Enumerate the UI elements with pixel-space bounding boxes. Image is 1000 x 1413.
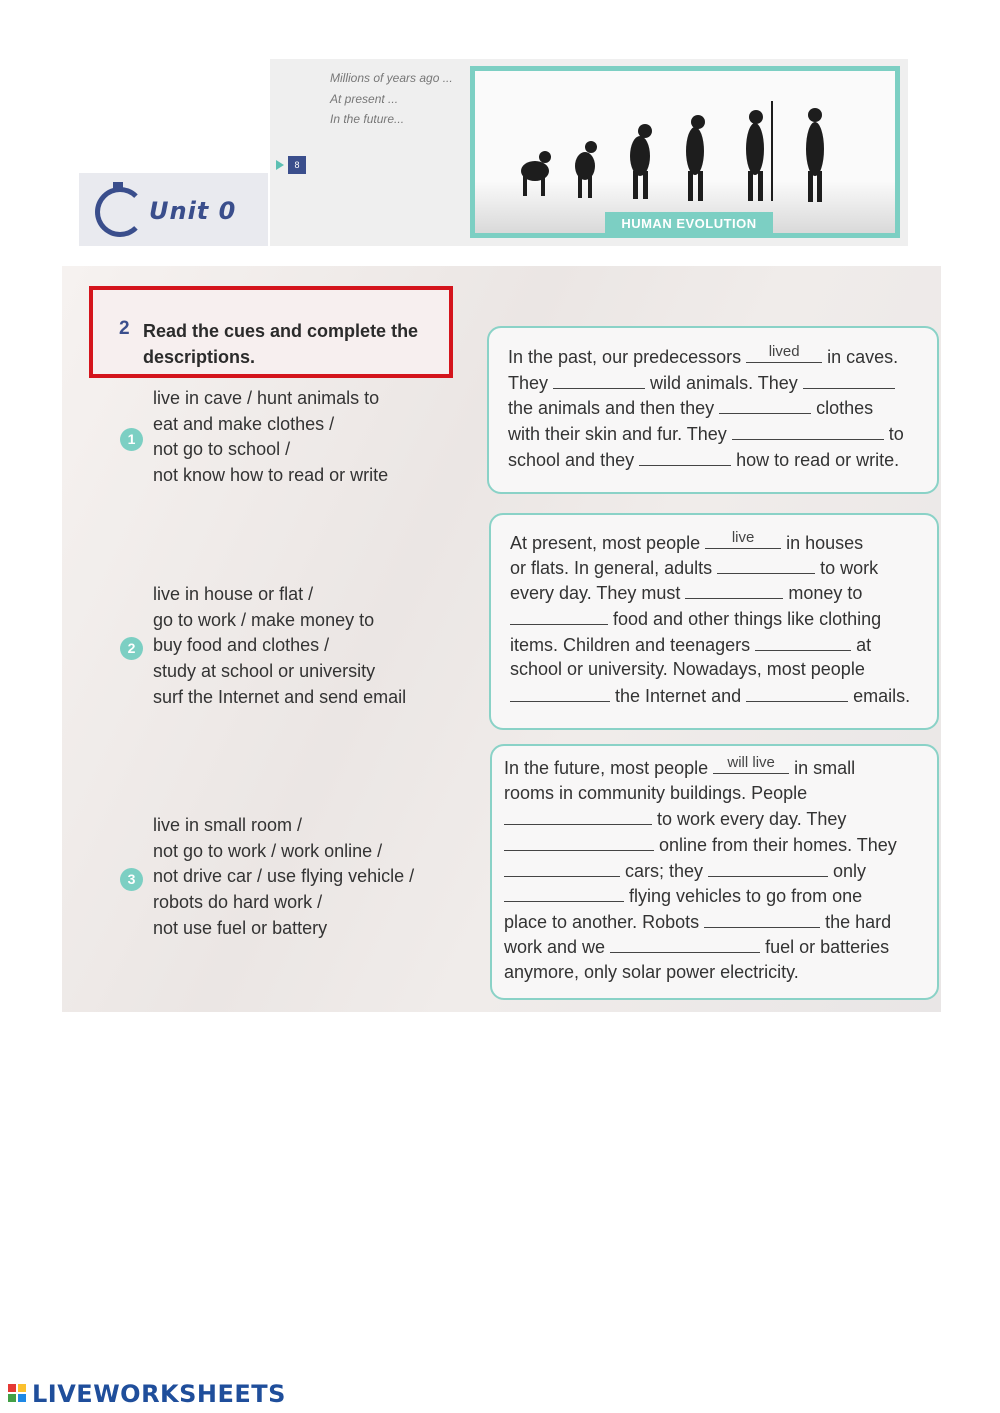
text-fragment: in houses bbox=[781, 533, 864, 553]
cue-line: not go to school / bbox=[153, 439, 291, 460]
desc-line bbox=[508, 449, 899, 471]
stopwatch-icon bbox=[95, 187, 145, 237]
answer-blank[interactable] bbox=[705, 529, 781, 549]
cue-line: eat and make clothes / bbox=[153, 413, 335, 434]
item-1-cues bbox=[153, 386, 388, 489]
text-fragment: money to bbox=[783, 583, 863, 603]
desc-line bbox=[508, 423, 904, 445]
header-panel bbox=[270, 59, 908, 246]
text-fragment: to work bbox=[815, 558, 879, 578]
text-fragment: how to read or write. bbox=[731, 450, 900, 470]
logo-square bbox=[8, 1384, 16, 1392]
text-fragment: to work every day. They bbox=[652, 809, 847, 829]
answer-blank[interactable] bbox=[746, 685, 848, 702]
answer-value: will live bbox=[727, 754, 775, 771]
cue-line: robots do hard work / bbox=[153, 892, 323, 913]
desc-line bbox=[504, 936, 889, 958]
answer-blank[interactable] bbox=[610, 936, 760, 953]
unit-logo bbox=[79, 173, 268, 246]
text-fragment: anymore, only solar power electricity. bbox=[504, 962, 799, 982]
text-fragment: They bbox=[508, 373, 554, 393]
cue-line: buy food and clothes / bbox=[153, 635, 330, 656]
answer-blank[interactable] bbox=[504, 808, 652, 825]
text-fragment: school and they bbox=[508, 450, 640, 470]
answer-blank[interactable] bbox=[704, 911, 820, 928]
evolution-image bbox=[470, 66, 900, 238]
text-fragment: the animals and then they bbox=[508, 398, 720, 418]
logo-square bbox=[18, 1384, 26, 1392]
desc-line bbox=[504, 885, 862, 907]
cue-line: surf the Internet and send email bbox=[153, 686, 407, 707]
cue-line: study at school or university bbox=[153, 661, 376, 682]
text-fragment: with their skin and fur. They bbox=[508, 424, 732, 444]
cue-line: live in small room / bbox=[153, 815, 303, 835]
instruction-box bbox=[89, 286, 453, 378]
text-fragment: school or university. Nowadays, most people bbox=[510, 659, 865, 679]
answer-blank[interactable] bbox=[732, 423, 884, 440]
answer-blank[interactable] bbox=[504, 860, 620, 877]
desc-line bbox=[508, 343, 899, 368]
logo-square bbox=[18, 1394, 26, 1402]
evolution-banner: HUMAN EVOLUTION bbox=[605, 212, 773, 236]
text-fragment: or flats. In general, adults bbox=[510, 558, 718, 578]
exercise-number: 2 bbox=[119, 318, 130, 339]
text-fragment: rooms in community buildings. People bbox=[504, 783, 808, 803]
unit-label: Unit 0 bbox=[149, 197, 237, 225]
text-fragment: at bbox=[851, 635, 872, 655]
cue-line: not know how to read or write bbox=[153, 465, 389, 486]
answer-value: live bbox=[731, 529, 755, 546]
text-fragment: only bbox=[828, 861, 867, 881]
answer-blank[interactable] bbox=[746, 343, 822, 363]
timeline-past: Millions of years ago ... bbox=[330, 71, 453, 85]
text-fragment: In the future, most people bbox=[504, 758, 714, 778]
answer-blank[interactable] bbox=[803, 372, 895, 389]
cue-line: live in cave / hunt animals to bbox=[153, 388, 380, 408]
desc-line bbox=[510, 557, 878, 579]
answer-blank[interactable] bbox=[708, 860, 828, 877]
answer-blank[interactable] bbox=[504, 834, 654, 851]
desc-line bbox=[510, 529, 864, 554]
page-tag: 8 bbox=[288, 156, 306, 174]
logo-square bbox=[8, 1394, 16, 1402]
text-fragment: food and other things like clothing bbox=[608, 609, 882, 629]
timeline-present: At present ... bbox=[330, 92, 399, 106]
desc-line bbox=[508, 372, 895, 394]
text-fragment: in caves. bbox=[822, 347, 899, 367]
item-3-badge: 3 bbox=[120, 868, 143, 891]
desc-line bbox=[510, 685, 910, 707]
desc-line bbox=[504, 808, 846, 830]
desc-line bbox=[504, 754, 856, 779]
text-fragment: work and we bbox=[504, 937, 611, 957]
answer-blank[interactable] bbox=[717, 557, 815, 574]
text-fragment: online from their homes. They bbox=[654, 835, 897, 855]
text-fragment: items. Children and teenagers bbox=[510, 635, 756, 655]
timeline-future: In the future... bbox=[330, 112, 405, 126]
desc-line bbox=[504, 962, 799, 983]
desc-line bbox=[504, 834, 897, 856]
arrow-icon bbox=[276, 160, 284, 170]
desc-line bbox=[510, 634, 871, 656]
text-fragment: every day. They must bbox=[510, 583, 686, 603]
cue-line: go to work / make money to bbox=[153, 609, 375, 630]
brand-name: LIVEWORKSHEETS bbox=[32, 1380, 286, 1408]
answer-value: lived bbox=[768, 343, 800, 360]
answer-blank[interactable] bbox=[755, 634, 851, 651]
text-fragment: clothes bbox=[811, 398, 874, 418]
answer-blank[interactable] bbox=[639, 449, 731, 466]
text-fragment: the hard bbox=[820, 912, 892, 932]
answer-blank[interactable] bbox=[713, 754, 789, 774]
cue-line: not go to work / work online / bbox=[153, 840, 383, 861]
evolution-silhouettes-icon bbox=[475, 71, 895, 233]
logo-grid-icon bbox=[8, 1384, 28, 1404]
text-fragment: At present, most people bbox=[510, 533, 706, 553]
text-fragment: In the past, our predecessors bbox=[508, 347, 747, 367]
text-fragment: flying vehicles to go from one bbox=[624, 886, 863, 906]
answer-blank[interactable] bbox=[510, 608, 608, 625]
desc-line bbox=[510, 582, 862, 604]
text-fragment: place to another. Robots bbox=[504, 912, 705, 932]
text-fragment: to bbox=[883, 424, 904, 444]
instruction-text: Read the cues and complete the descriptions. bbox=[143, 321, 419, 367]
desc-line bbox=[508, 397, 873, 419]
answer-blank[interactable] bbox=[685, 582, 783, 599]
desc-line bbox=[510, 659, 865, 680]
cue-line: not use fuel or battery bbox=[153, 917, 328, 938]
desc-line bbox=[504, 911, 891, 933]
text-fragment: emails. bbox=[848, 686, 911, 706]
desc-line bbox=[504, 783, 807, 804]
answer-blank[interactable] bbox=[510, 685, 610, 702]
item-3-cues bbox=[153, 813, 414, 942]
answer-blank[interactable] bbox=[504, 885, 624, 902]
answer-blank[interactable] bbox=[553, 372, 645, 389]
text-fragment: fuel or batteries bbox=[760, 937, 890, 957]
item-2-badge: 2 bbox=[120, 637, 143, 660]
text-fragment: in small bbox=[789, 758, 856, 778]
desc-line bbox=[510, 608, 881, 630]
answer-blank[interactable] bbox=[719, 397, 811, 414]
text-fragment: wild animals. They bbox=[645, 373, 803, 393]
cue-line: not drive car / use flying vehicle / bbox=[153, 866, 415, 887]
item-1-badge: 1 bbox=[120, 428, 143, 451]
desc-line bbox=[504, 860, 866, 882]
item-2-cues bbox=[153, 582, 406, 711]
text-fragment: cars; they bbox=[620, 861, 709, 881]
cue-line: live in house or flat / bbox=[153, 584, 314, 604]
text-fragment: the Internet and bbox=[610, 686, 747, 706]
